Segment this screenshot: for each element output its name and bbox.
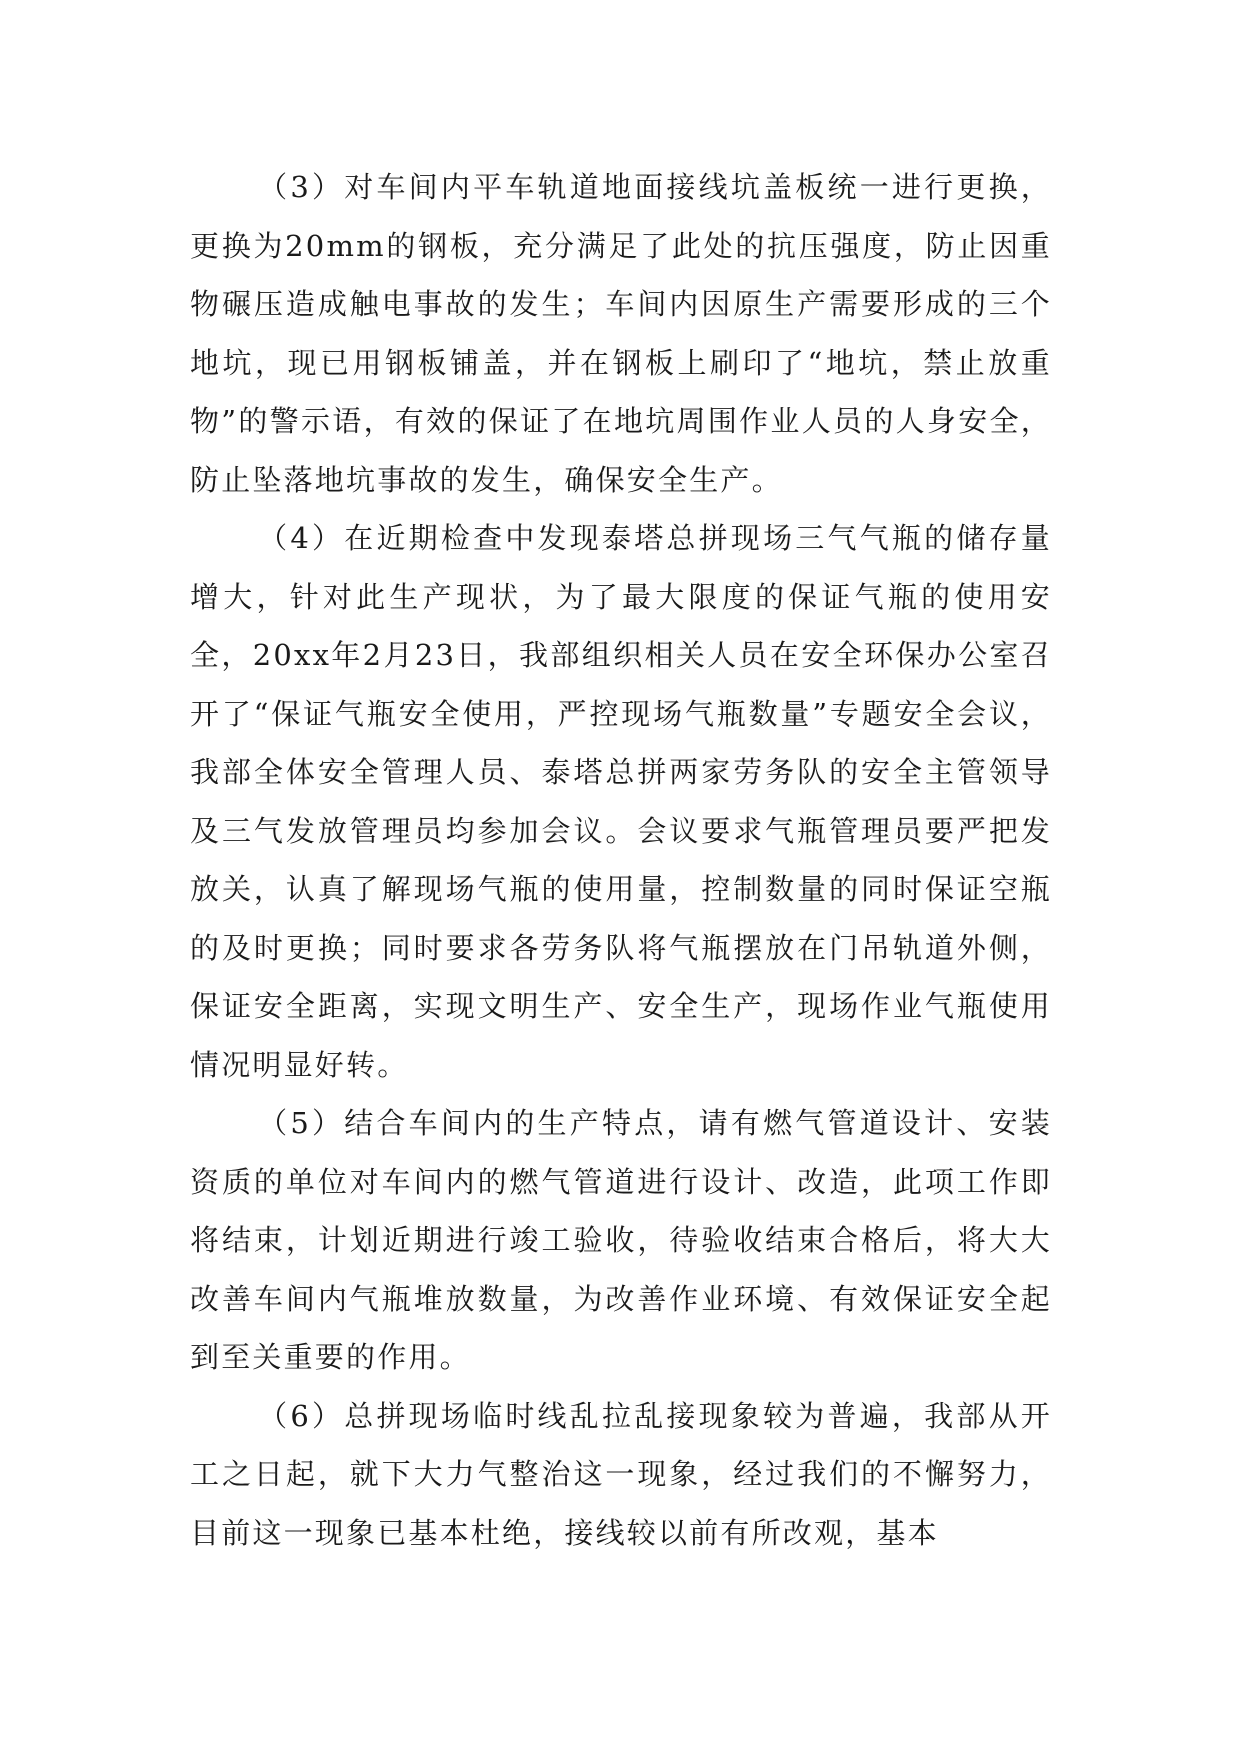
paragraph-6: （6）总拼现场临时线乱拉乱接现象较为普遍，我部从开工之日起，就下大力气整治这一现象，经过我们的不懈努力，目前这一现象已基本杜绝，接线较以前有所改观，基本 [190, 1398, 1052, 1550]
document-body [190, 158, 1052, 1562]
paragraph-3: （3）对车间内平车轨道地面接线坑盖板统一进行更换，更换为20mm的钢板，充分满足了此处的抗压强度，防止因重物碾压造成触电事故的发生；车间内因原生产需要形成的三个地坑，现已用钢板铺盖，并在钢板上刷印了“地坑，禁止放重物”的警示语，有效的保证了在地坑周围作业人员的人身安全，防止坠落地坑事故的发生，确保安全生产。 [190, 170, 1052, 497]
paragraph-4: （4）在近期检查中发现泰塔总拼现场三气气瓶的储存量增大，针对此生产现状，为了最大限度的保证气瓶的使用安全，20xx年2月23日，我部组织相关人员在安全环保办公室召开了“保证气瓶安全使用，严控现场气瓶数量”专题安全会议，我部全体安全管理人员、泰塔总拼两家劳务队的安全主管领导及三气发放管理员均参加会议。会议要求气瓶管理员要严把发放关，认真了解现场气瓶的使用量，控制数量的同时保证空瓶的及时更换；同时要求各劳务队将气瓶摆放在门吊轨道外侧，保证安全距离，实现文明生产、安全生产，现场作业气瓶使用情况明显好转。 [190, 521, 1052, 1082]
paragraph-5: （5）结合车间内的生产特点，请有燃气管道设计、安装资质的单位对车间内的燃气管道进行设计、改造，此项工作即将结束，计划近期进行竣工验收，待验收结束合格后，将大大改善车间内气瓶堆放数量，为改善作业环境、有效保证安全起到至关重要的作用。 [190, 1106, 1052, 1374]
